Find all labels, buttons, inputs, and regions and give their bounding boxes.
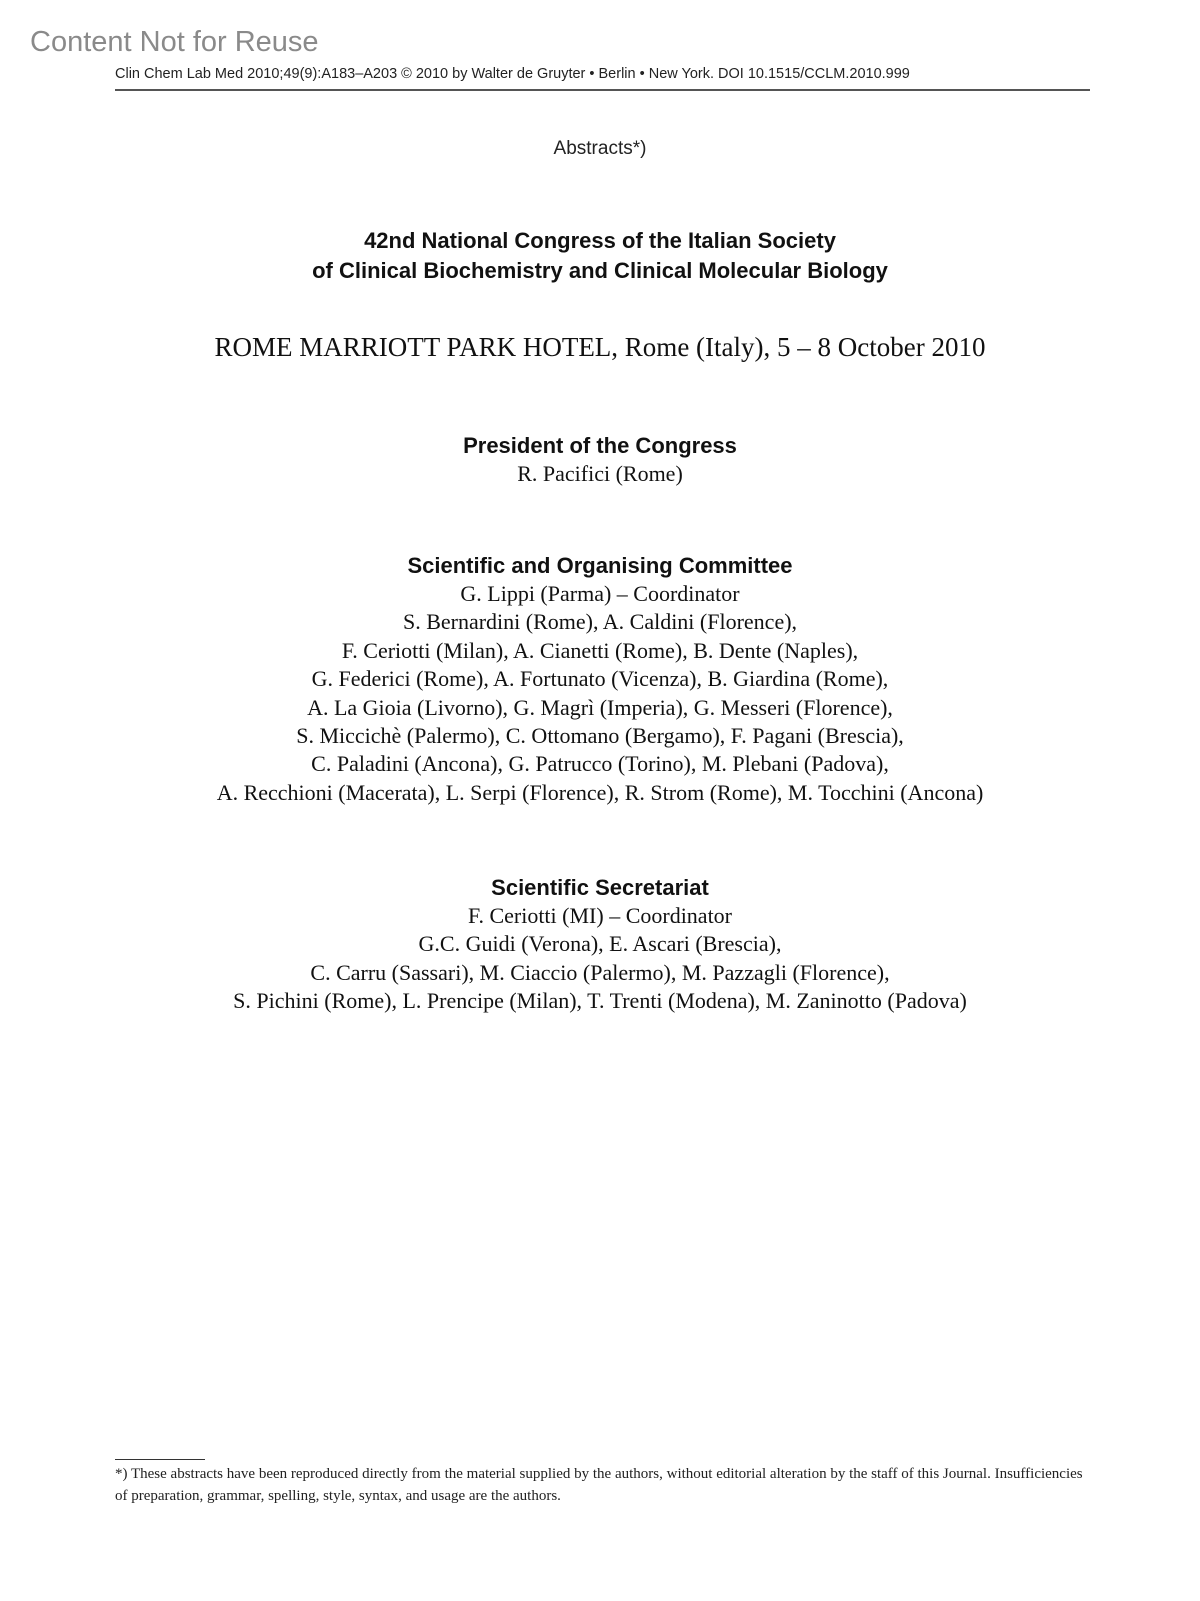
secretariat-line: G.C. Guidi (Verona), E. Ascari (Brescia), — [418, 931, 782, 957]
committee-line: A. Recchioni (Macerata), L. Serpi (Florence), R. Strom (Rome), M. Tocchini (Ancona) — [216, 779, 984, 805]
committee-line: C. Paladini (Ancona), G. Patrucco (Torino), M. Plebani (Padova), — [311, 751, 889, 777]
footnote: *) These abstracts have been reproduced directly from the material supplied by the authors, without editorial alteration by the staff of this Journal. Insufficiencies of preparation, grammar, spelling, style, syntax, and usage are the authors. — [115, 1466, 1083, 1504]
president-section — [0, 432, 1200, 488]
secretariat-section — [0, 874, 1200, 1016]
congress-title — [0, 226, 1200, 286]
abstracts-label: Abstracts*) — [553, 138, 647, 159]
committee-line: F. Ceriotti (Milan), A. Cianetti (Rome), B. Dente (Naples), — [341, 637, 859, 663]
committee-line: G. Federici (Rome), A. Fortunato (Vicenza), B. Giardina (Rome), — [311, 666, 889, 692]
congress-title-line-1: 42nd National Congress of the Italian Society — [364, 228, 836, 253]
congress-title-line-2: of Clinical Biochemistry and Clinical Molecular Biology — [312, 258, 888, 283]
committee-heading: Scientific and Organising Committee — [407, 553, 793, 578]
running-head: Clin Chem Lab Med 2010;49(9):A183–A203 © 2010 by Walter de Gruyter • Berlin • New York. DOI 10.1515/CCLM.2010.999 — [115, 66, 910, 82]
secretariat-line: C. Carru (Sassari), M. Ciaccio (Palermo), M. Pazzagli (Florence), — [310, 959, 890, 985]
committee-line: S. Bernardini (Rome), A. Caldini (Florence), — [402, 609, 798, 635]
venue-line: ROME MARRIOTT PARK HOTEL, Rome (Italy), 5 – 8 October 2010 — [214, 332, 986, 362]
committee-section — [0, 552, 1200, 807]
president-name: R. Pacifici (Rome) — [517, 461, 683, 486]
committee-line: G. Lippi (Parma) – Coordinator — [460, 581, 740, 606]
president-heading: President of the Congress — [463, 433, 737, 458]
secretariat-line: S. Pichini (Rome), L. Prencipe (Milan), T. Trenti (Modena), M. Zaninotto (Padova) — [233, 988, 967, 1014]
watermark: Content Not for Reuse — [30, 26, 319, 58]
secretariat-heading: Scientific Secretariat — [491, 875, 709, 900]
secretariat-line: F. Ceriotti (MI) – Coordinator — [467, 903, 733, 928]
header-divider — [115, 89, 1090, 91]
committee-line: A. La Gioia (Livorno), G. Magrì (Imperia), G. Messeri (Florence), — [307, 694, 893, 720]
committee-line: S. Miccichè (Palermo), C. Ottomano (Bergamo), F. Pagani (Brescia), — [296, 723, 904, 749]
footnote-divider — [115, 1459, 205, 1460]
